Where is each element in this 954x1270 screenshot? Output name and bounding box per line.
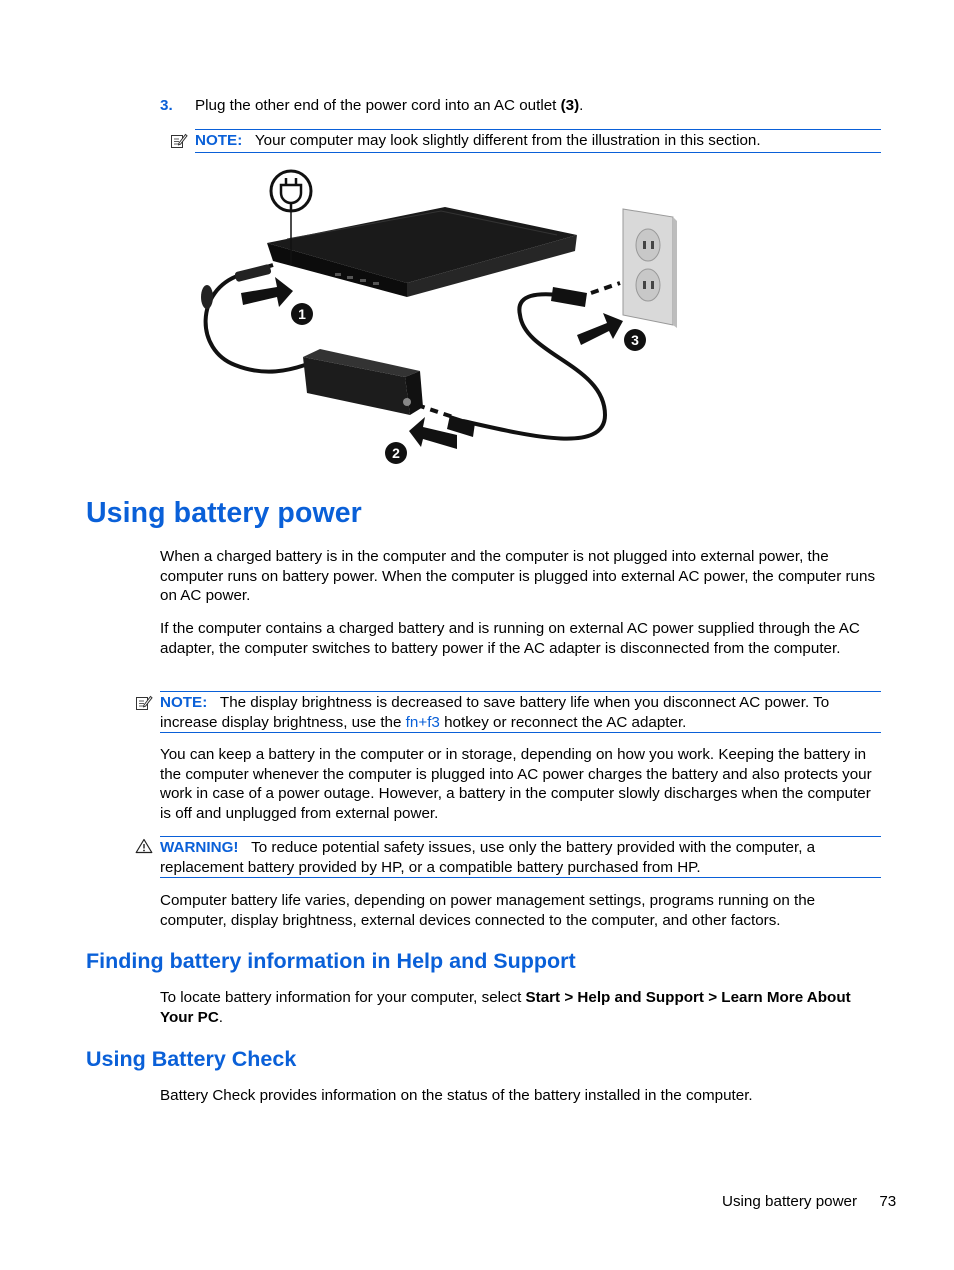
page-footer: [722, 1193, 907, 1210]
note-label: NOTE:: [160, 694, 208, 711]
callout-3: [624, 329, 646, 351]
finding-text-start: To locate battery information for your computer, select: [160, 989, 526, 1006]
step-callout: (3): [560, 97, 580, 114]
note-text: The display brightness is decreased to save battery life when you disconnect AC power. To increase display brightness, use the: [160, 694, 830, 731]
note-text: Your computer may look slightly different from the illustration in this section.: [254, 132, 761, 149]
step-text: Plug the other end of the power cord into an AC outlet: [195, 97, 561, 114]
footer-section: Using battery power: [722, 1193, 858, 1210]
note-icon: [135, 694, 153, 712]
note-callout: [195, 129, 881, 153]
svg-text:1: 1: [298, 306, 306, 322]
brightness-note: [160, 691, 881, 733]
callout-2: [385, 442, 407, 464]
page-number: 73: [879, 1193, 897, 1210]
step-3: [160, 96, 890, 115]
step-end: .: [579, 97, 584, 114]
warning-callout: [160, 836, 881, 878]
arrow-3: [577, 313, 623, 345]
finding-text: [160, 988, 885, 1027]
warning-text: To reduce potential safety issues, use only the battery provided with the computer, a replacement battery provided by HP, or a compatible battery purchased from HP.: [160, 839, 816, 876]
ac-adapter: [303, 349, 423, 415]
laptop: [267, 207, 577, 297]
note-label: NOTE:: [195, 132, 243, 149]
warning-label: WARNING!: [160, 839, 239, 856]
battery-check-text: Battery Check provides information on the status of the battery installed in the computer.: [160, 1087, 753, 1104]
warning-icon: [135, 838, 153, 854]
battery-para-3: You can keep a battery in the computer or in storage, depending on how you work. Keeping the battery in the computer whenever the computer is plugged into AC power charges the battery and also protects your work in case of a power outage. However, a battery in the computer slowly discharges when the computer is off and unplugged from external power.: [160, 746, 872, 822]
note-text-end: hotkey or reconnect the AC adapter.: [439, 713, 687, 731]
battery-para-4: Computer battery life varies, depending on power management settings, programs running on the computer, display brightness, external devices connected to the computer, and other factors.: [160, 892, 816, 929]
svg-text:3: 3: [631, 332, 639, 348]
arrow-1: [241, 277, 293, 307]
battery-para-2: If the computer contains a charged battery and is running on external AC power supplied through the AC adapter, the computer switches to battery power if the AC adapter is disconnected from the computer.: [160, 620, 860, 657]
battery-check-title: Using Battery Check: [86, 1047, 297, 1071]
ac-power-illustration: [195, 165, 695, 475]
finding-title: Finding battery information in Help and Support: [86, 949, 576, 973]
svg-text:2: 2: [392, 445, 400, 461]
menu-path: Start > Help and Support > Learn More About Your PC: [160, 989, 851, 1026]
hotkey-link[interactable]: fn+f3: [405, 713, 440, 731]
note-icon: [170, 132, 188, 150]
wall-outlet: [623, 209, 677, 328]
battery-para-1: When a charged battery is in the computer and the computer is not plugged into external power, the computer runs on battery power. When the computer is plugged into external AC power, the computer runs on AC power.: [160, 548, 876, 605]
section-title: Using battery power: [86, 497, 362, 529]
callout-1: [291, 303, 313, 325]
step-number: 3.: [160, 97, 173, 114]
finding-text-end: .: [218, 1008, 224, 1026]
